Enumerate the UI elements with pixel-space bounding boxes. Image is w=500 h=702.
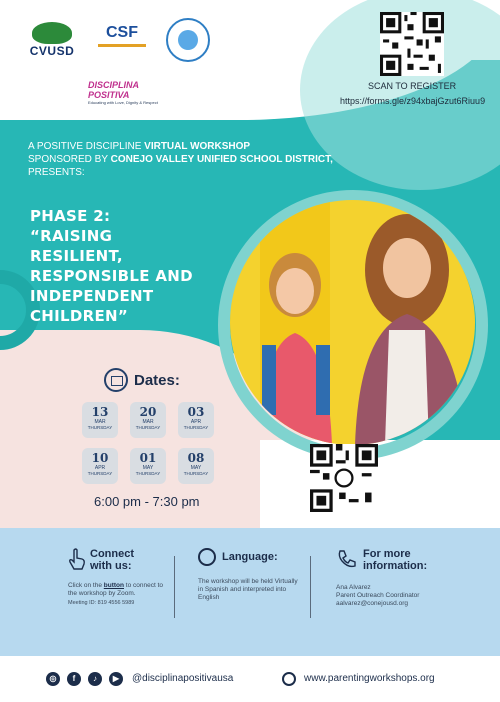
date-card: 08 MAY THURSDAY	[178, 448, 214, 484]
tree-icon	[32, 22, 72, 44]
globe-icon	[198, 548, 216, 566]
social-handle[interactable]: @disciplinapositivausa	[132, 673, 234, 684]
whatsapp-qr-code[interactable]	[310, 444, 378, 512]
information-section: For more information: Ana Alvarez Parent Outreach Coordinator aalvarez@conejousd.org	[336, 548, 456, 608]
parent-outreach-logo	[166, 18, 210, 62]
register-qr-code[interactable]	[380, 12, 444, 76]
youtube-icon[interactable]: ▶	[109, 672, 123, 686]
zoom-link[interactable]: button	[103, 582, 124, 589]
disciplina-positiva-logo: DISCIPLINA POSITIVA Educating with Love, Dignity & Respect	[88, 80, 158, 105]
workshop-title: PHASE 2: “RAISING RESILIENT, RESPONSIBLE AND INDEPENDENT CHILDREN”	[30, 207, 193, 325]
contact-email[interactable]: aalvarez@conejousd.org	[336, 600, 409, 607]
scan-to-register-label: SCAN TO REGISTER	[368, 81, 457, 91]
date-card: 10 APR THURSDAY	[82, 448, 118, 484]
date-card: 01 MAY THURSDAY	[130, 448, 166, 484]
date-card: 13 MAR THURSDAY	[82, 402, 118, 438]
girl-left-illustration	[240, 245, 350, 445]
register-url[interactable]: https://forms.gle/z94xbajGzut6Riuu9	[340, 96, 486, 106]
tiktok-icon[interactable]: ♪	[88, 672, 102, 686]
meeting-id: Meeting ID: 819 4556 5989	[68, 600, 135, 606]
children-photo	[230, 200, 475, 445]
language-section: Language: The workshop will be held Virtually in Spanish and interpreted into English	[198, 548, 298, 602]
workshop-intro: A POSITIVE DISCIPLINE VIRTUAL WORKSHOP SPONSORED BY CONEJO VALLEY UNIFIED SCHOOL DISTRICT, PRESENTS:	[28, 141, 333, 178]
website-link[interactable]: www.parentingworkshops.org	[304, 673, 435, 684]
instagram-icon[interactable]: ◎	[46, 672, 60, 686]
date-card: 03 APR THURSDAY	[178, 402, 214, 438]
workshop-time: 6:00 pm - 7:30 pm	[94, 494, 200, 509]
pointer-hand-icon	[68, 548, 86, 570]
divider	[174, 556, 175, 618]
connect-section: Connect with us: Click on the button to connect to the workshop by Zoom. Meeting ID: 819 4556 5989	[68, 548, 168, 606]
phone-icon	[336, 548, 358, 570]
calendar-icon	[104, 368, 128, 392]
girl-right-illustration	[345, 210, 475, 445]
facebook-icon[interactable]: f	[67, 672, 81, 686]
csf-logo: CSF	[98, 24, 146, 60]
cvusd-logo: CVUSD	[22, 22, 82, 66]
dates-heading: Dates:	[104, 368, 180, 392]
date-card: 20 MAR THURSDAY	[130, 402, 166, 438]
globe-icon	[282, 672, 296, 686]
divider	[310, 556, 311, 618]
whatsapp-instructions: Join the WhatsApp group by scanning the QR code	[390, 461, 478, 477]
